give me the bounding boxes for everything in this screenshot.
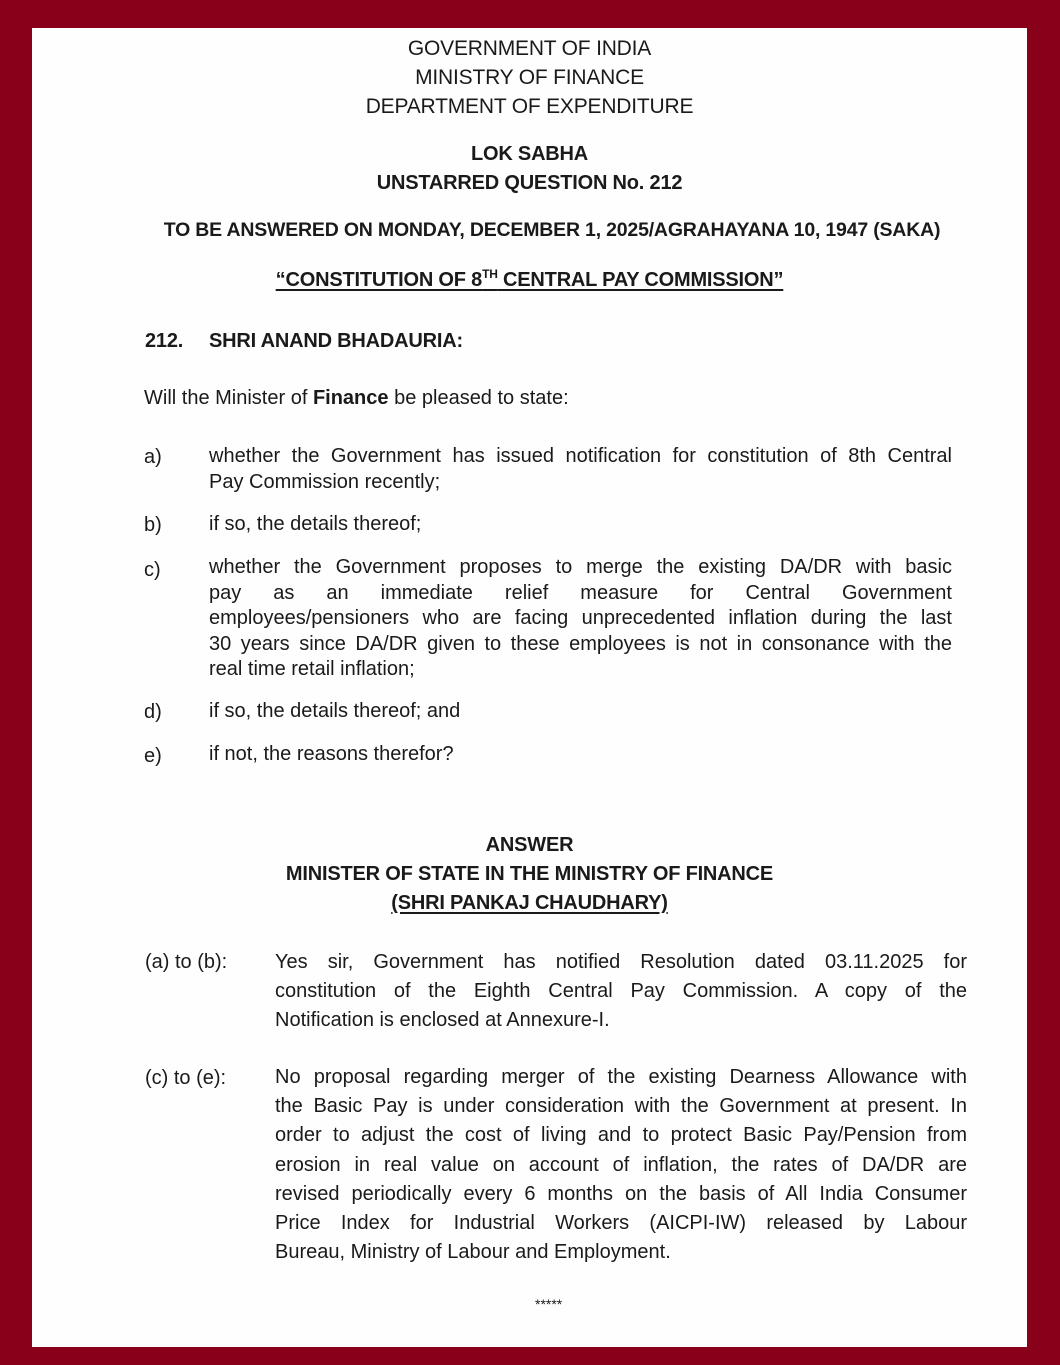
text-line: Yes sir, Government has notified Resolution dated 03.11.2025 for — [275, 951, 967, 973]
member-name: SHRI ANAND BHADAURIA: — [209, 330, 463, 352]
answer-item-label: (a) to (b): — [145, 951, 228, 973]
minister-name — [32, 892, 1027, 915]
text-line: whether the Government has issued notification for constitution of 8th Central — [209, 445, 952, 467]
text-line: Pay Commission recently; — [209, 470, 441, 493]
question-item-b — [209, 512, 952, 538]
title-part-1: “CONSTITUTION OF 8 — [275, 269, 483, 291]
question-item-label: c) — [144, 559, 161, 581]
question-intro — [144, 387, 569, 410]
end-marker: ***** — [535, 1296, 563, 1312]
minister-name-text: (SHRI PANKAJ CHAUDHARY) — [391, 892, 668, 914]
header-ministry: MINISTRY OF FINANCE — [415, 66, 644, 89]
question-title — [32, 269, 1027, 292]
answer-date: TO BE ANSWERED ON MONDAY, DECEMBER 1, 2025/AGRAHAYANA 10, 1947 (SAKA) — [163, 219, 941, 241]
header-government: GOVERNMENT OF INDIA — [407, 37, 652, 60]
question-item-d — [209, 699, 952, 725]
text-line: 30 years since DA/DR given to these employees is not in consonance with the — [209, 632, 952, 655]
document-page — [32, 28, 1027, 1347]
minister-title: MINISTER OF STATE IN THE MINISTRY OF FINANCE — [285, 863, 774, 885]
text-line: if not, the reasons therefor? — [209, 743, 454, 765]
title-superscript: TH — [482, 267, 498, 281]
header-department: DEPARTMENT OF EXPENDITURE — [365, 95, 694, 118]
house-name: LOK SABHA — [470, 143, 589, 165]
text-line: whether the Government proposes to merge the existing DA/DR with basic — [209, 556, 952, 578]
text-line: order to adjust the cost of living and to protect Basic Pay/Pension from — [275, 1124, 967, 1147]
intro-ministry: Finance — [312, 387, 389, 409]
answer-c-to-e — [275, 1063, 967, 1267]
text-line: revised periodically every 6 months on the basis of All India Consumer — [275, 1182, 967, 1205]
answer-a-to-b — [275, 948, 967, 1035]
text-line: if so, the details thereof; and — [209, 700, 461, 722]
text-line: if so, the details thereof; — [209, 513, 422, 535]
text-line: Notification is enclosed at Annexure-I. — [275, 1009, 610, 1031]
title-part-2: CENTRAL PAY COMMISSION” — [497, 269, 784, 291]
question-number: 212. — [145, 330, 184, 352]
intro-text-end: be pleased to state: — [388, 387, 569, 409]
text-line: real time retail inflation; — [209, 658, 415, 680]
text-line: Price Index for Industrial Workers (AICPI-IW) released by Labour — [275, 1212, 967, 1235]
question-item-label: b) — [144, 514, 162, 536]
text-line: constitution of the Eighth Central Pay Commission. A copy of the — [275, 980, 967, 1002]
answer-item-label: (c) to (e): — [145, 1067, 227, 1089]
question-item-label: d) — [144, 701, 162, 723]
text-line: Bureau, Ministry of Labour and Employment. — [275, 1241, 671, 1264]
question-item-label: a) — [144, 446, 162, 468]
text-line: employees/pensioners who are facing unprecedented inflation during the last — [209, 607, 952, 629]
text-line: No proposal regarding merger of the existing Dearness Allowance with — [275, 1066, 967, 1088]
question-title-text — [276, 269, 784, 291]
question-item-label: e) — [144, 745, 162, 767]
question-item-c — [209, 555, 952, 683]
question-type: UNSTARRED QUESTION No. 212 — [376, 172, 683, 194]
question-item-a — [209, 444, 952, 495]
text-line: erosion in real value on account of inflation, the rates of DA/DR are — [275, 1153, 967, 1176]
text-line: pay as an immediate relief measure for Central Government — [209, 581, 952, 604]
question-item-e — [209, 742, 952, 768]
text-line: the Basic Pay is under consideration with the Government at present. In — [275, 1095, 967, 1118]
answer-heading: ANSWER — [485, 834, 574, 856]
intro-text: Will the Minister of — [144, 387, 313, 409]
